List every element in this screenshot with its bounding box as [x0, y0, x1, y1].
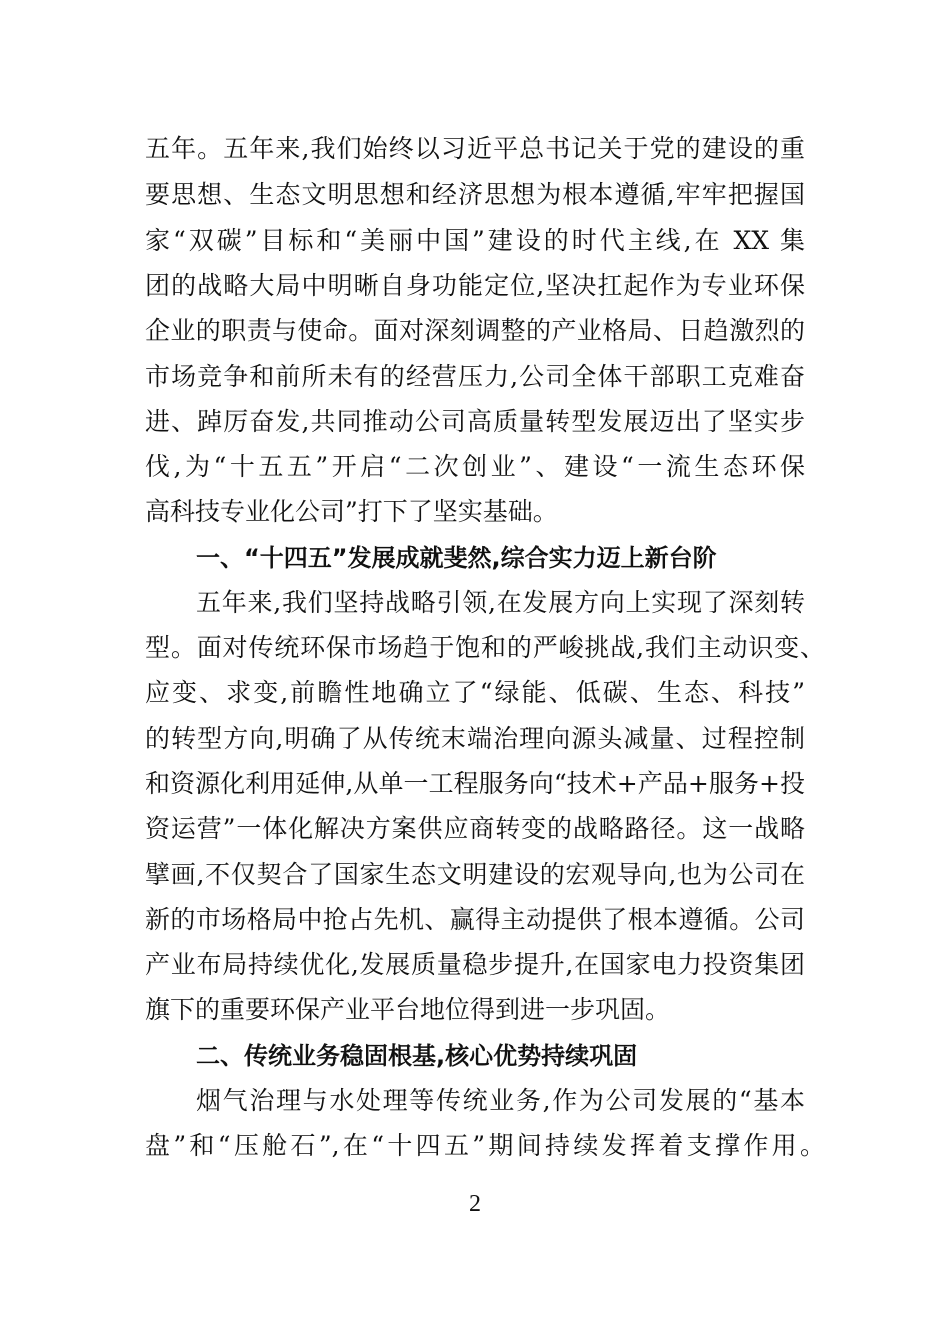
- paragraph-line: 要思想、生态文明思想和经济思想为根本遵循,牢牢把握国: [145, 180, 805, 209]
- paragraph-line: 烟气治理与水处理等传统业务,作为公司发展的“基本: [196, 1086, 805, 1115]
- paragraph-line: 五年。五年来,我们始终以习近平总书记关于党的建设的重: [145, 134, 805, 163]
- paragraph-line: 高科技专业化公司”打下了坚实基础。: [145, 497, 558, 526]
- paragraph-line: 五年来,我们坚持战略引领,在发展方向上实现了深刻转: [196, 588, 805, 617]
- paragraph-line: 团的战略大局中明晰自身功能定位,坚决扛起作为专业环保: [145, 271, 805, 300]
- paragraph-line: 产业布局持续优化,发展质量稳步提升,在国家电力投资集团: [145, 950, 805, 979]
- paragraph-line: 进、踔厉奋发,共同推动公司高质量转型发展迈出了坚实步: [145, 407, 805, 436]
- paragraph-line: 旗下的重要环保产业平台地位得到进一步巩固。: [145, 995, 671, 1024]
- paragraph-line: 的转型方向,明确了从传统末端治理向源头减量、过程控制: [145, 724, 805, 753]
- paragraph-line: 和资源化利用延伸,从单一工程服务向“技术+产品+服务+投: [145, 769, 805, 798]
- paragraph-line: 市场竞争和前所未有的经营压力,公司全体干部职工克难奋: [145, 362, 805, 391]
- paragraph-line: 擘画,不仅契合了国家生态文明建设的宏观导向,也为公司在: [145, 860, 805, 889]
- page-number: 2: [469, 1191, 481, 1217]
- paragraph-line: 应变、求变,前瞻性地确立了“绿能、低碳、生态、科技”: [145, 678, 805, 707]
- paragraph-line: 型。面对传统环保市场趋于饱和的严峻挑战,我们主动识变、: [145, 633, 825, 662]
- section-heading-2: 二、传统业务稳固根基,核心优势持续巩固: [196, 1042, 638, 1070]
- paragraph-line: 资运营”一体化解决方案供应商转变的战略路径。这一战略: [145, 814, 805, 843]
- paragraph-line: 伐,为“十五五”开启“二次创业”、建设“一流生态环保: [145, 452, 805, 481]
- paragraph-line: 家“双碳”目标和“美丽中国”建设的时代主线,在 XX 集: [145, 226, 805, 255]
- paragraph-line: 盘”和“压舱石”,在“十四五”期间持续发挥着支撑作用。: [145, 1131, 825, 1160]
- paragraph-line: 新的市场格局中抢占先机、赢得主动提供了根本遵循。公司: [145, 905, 805, 934]
- paragraph-line: 企业的职责与使命。面对深刻调整的产业格局、日趋激烈的: [145, 316, 805, 345]
- section-heading-1: 一、“十四五”发展成就斐然,综合实力迈上新台阶: [196, 544, 717, 572]
